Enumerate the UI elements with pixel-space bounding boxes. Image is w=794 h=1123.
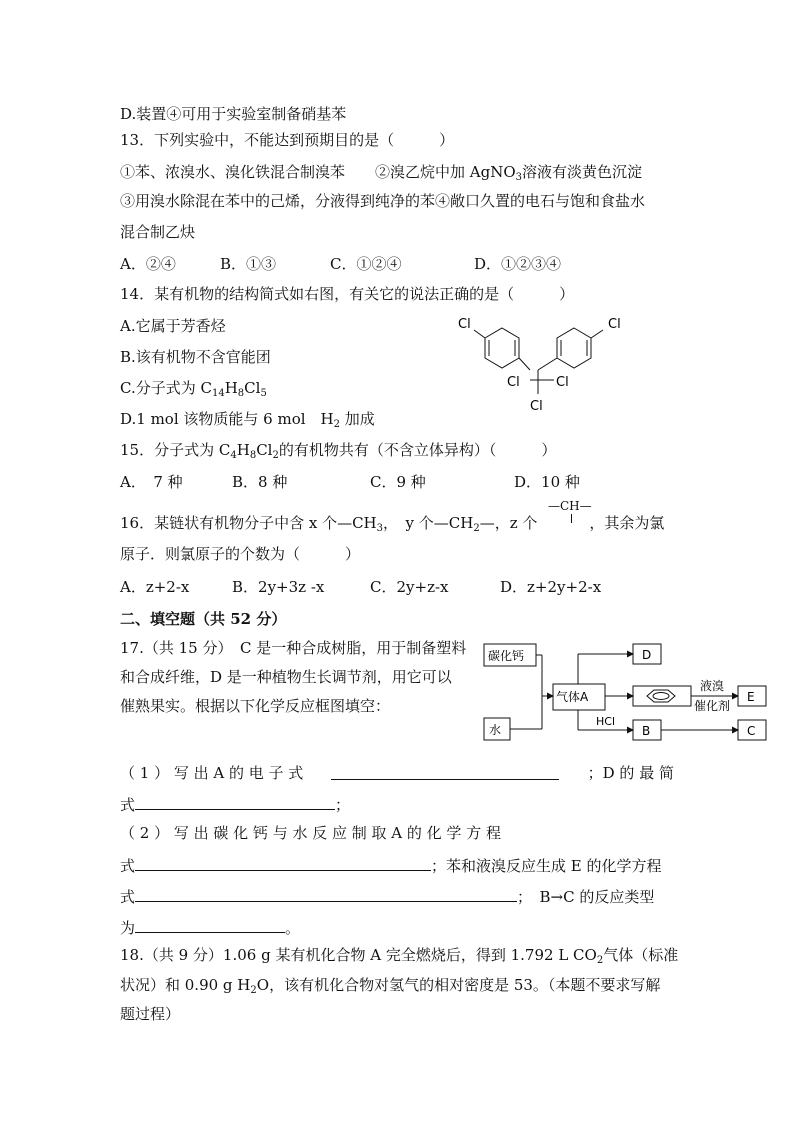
answer-blank-electron-formula[interactable] — [331, 763, 559, 780]
q13-statement-3: 混合制乙炔 — [120, 223, 196, 241]
q16-ch-bond — [571, 514, 572, 523]
struct-cl-4: Cl — [556, 375, 569, 390]
q17-line-3: 催熟果实。根据以下化学反应框图填空： — [120, 697, 391, 715]
section-2-heading: 二、填空题（共 52 分） — [120, 610, 287, 628]
answer-blank-benzene-equation[interactable] — [135, 885, 517, 902]
q13-option-d: D．①②③④ — [474, 255, 562, 273]
label-b: B — [642, 724, 651, 738]
q15-option-c: C．9 种 — [370, 473, 426, 491]
struct-cl-5: Cl — [530, 399, 543, 414]
q14-option-a: A.它属于芳香烃 — [120, 317, 226, 335]
q13-stem: 13．下列实验中，不能达到预期目的是（ ） — [120, 131, 455, 149]
label-hcl: HCl — [596, 715, 616, 728]
q14-option-d: D.1 mol 该物质能与 6 mol $H_2$ 加成 — [120, 410, 375, 430]
q17-part2-line4: 为 。 — [120, 916, 300, 938]
q18-line-3: 题过程） — [120, 1005, 181, 1023]
q17-part2-line1: （ 2 ） 写 出 碳 化 钙 与 水 反 应 制 取 A 的 化 学 方 程 — [120, 824, 501, 842]
q18-line-1: 18.（共 9 分）1.06 g 某有机化合物 A 完全燃烧后，得到 1.792 L $CO_2$气体（标准 — [120, 946, 679, 966]
label-d: D — [642, 648, 652, 662]
q17-line-2: 和合成纤维，D 是一种植物生长调节剂，用它可以 — [120, 668, 452, 686]
struct-cl-3: Cl — [507, 375, 520, 390]
q17-line-1: 17.（共 15 分） C 是一种合成树脂，用于制备塑料 — [120, 639, 467, 657]
q15-option-b: B．8 种 — [232, 473, 288, 491]
q18-line-2: 状况）和 0.90 g $H_2O$，该有机化合物对氢气的相对密度是 53。（本题不要求写解 — [120, 976, 661, 996]
answer-blank-empirical-formula[interactable] — [135, 793, 335, 810]
answer-blank-reaction-type[interactable] — [135, 916, 285, 933]
q13-option-a: A．②④ — [120, 255, 176, 273]
q14-stem: 14．某有机物的结构简式如右图，有关它的说法正确的是（ ） — [120, 285, 575, 303]
q17-part1-line1: （ 1 ） 写 出 A 的 电 子 式 ；D 的 最 简 — [120, 764, 674, 782]
q15-option-a: A． 7 种 — [120, 473, 183, 491]
label-cac2: 碳化钙 — [488, 649, 525, 663]
q16-ch-group: —CH— — [548, 499, 592, 513]
q16-option-a: A．z+2-x — [120, 578, 190, 596]
struct-cl-2: Cl — [608, 317, 621, 332]
q15-option-d: D．10 种 — [514, 473, 580, 491]
label-water: 水 — [489, 723, 502, 737]
label-e: E — [747, 690, 755, 704]
q17-part1-line2: 式 ； — [120, 793, 350, 815]
label-gas-a: 气体A — [556, 690, 589, 704]
q17-part2-line2: 式 ；苯和液溴反应生成 E 的化学方程 — [120, 854, 662, 876]
q16-option-b: B．2y+3z -x — [232, 578, 325, 596]
q12-option-d: D.装置④可用于实验室制备硝基苯 — [120, 105, 347, 123]
q17-part2-line3: 式 ； B→C 的反应类型 — [120, 885, 654, 907]
q16-option-c: C．2y+z-x — [370, 578, 449, 596]
q13-option-b: B．①③ — [220, 255, 277, 273]
q13-statement-1: ①苯、浓溴水、溴化铁混合制溴苯 ②溴乙烷中加 AgNO$_3$溶液有淡黄色沉淀 — [120, 163, 643, 183]
q14-option-c: C.分子式为 $C_{14}H_8Cl_5$ — [120, 379, 267, 399]
q14-structure-diagram — [450, 308, 650, 418]
q13-option-c: C．①②④ — [330, 255, 402, 273]
box-benzene — [633, 686, 691, 706]
label-c: C — [747, 724, 756, 738]
answer-blank-cac2-equation[interactable] — [135, 854, 431, 871]
q17-flow-diagram — [478, 636, 778, 748]
q16-option-d: D．z+2y+2-x — [500, 578, 602, 596]
label-catalyst: 催化剂 — [694, 699, 731, 713]
q16-stem: 16．某链状有机物分子中含 x 个$—CH_3$， y 个$—CH_2—$，z 个 ，其余为氯 — [120, 514, 665, 534]
struct-cl-1: Cl — [458, 317, 471, 332]
q13-statement-2: ③用溴水除混在苯中的己烯，分液得到纯净的苯④敞口久置的电石与饱和食盐水 — [120, 192, 646, 210]
label-liquid-bromine: 液溴 — [700, 679, 725, 693]
q14-option-b: B.该有机物不含官能团 — [120, 348, 271, 366]
q15-stem: 15．分子式为 $C_4H_8Cl_2$的有机物共有（不含立体异构）（ ） — [120, 441, 557, 461]
q16-stem-line2: 原子．则氯原子的个数为（ ） — [120, 545, 361, 563]
